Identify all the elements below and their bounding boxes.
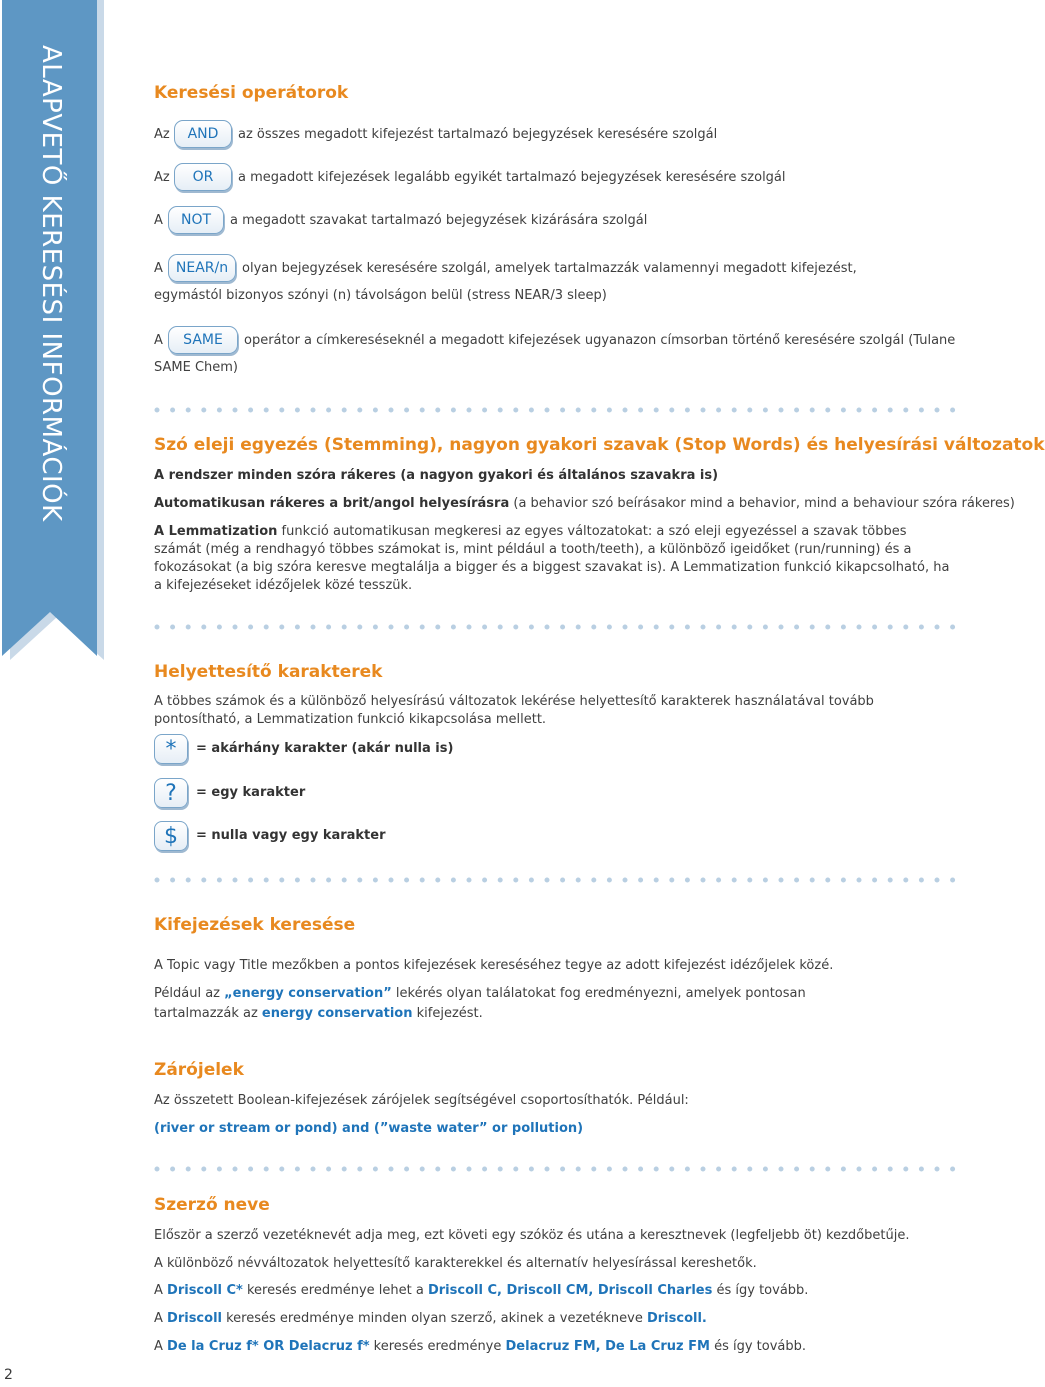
near-key-icon: NEAR/n bbox=[168, 254, 236, 282]
phrases-line-2 bbox=[154, 985, 806, 1003]
operator-same-row bbox=[154, 324, 955, 356]
dollar-key-icon: $ bbox=[154, 821, 188, 851]
operator-prefix: A bbox=[154, 260, 163, 276]
text-span: és így tovább. bbox=[709, 1339, 807, 1354]
dotted-divider bbox=[154, 877, 960, 883]
wildcard-desc: = akárhány karakter (akár nulla is) bbox=[196, 741, 454, 756]
stemming-line-2-bold: Automatikusan rákeres a brit/angol helyesírásra bbox=[154, 496, 510, 511]
operator-same-continued: SAME Chem) bbox=[154, 360, 238, 375]
operator-desc: a megadott szavakat tartalmazó bejegyzések kizárására szolgál bbox=[230, 212, 648, 228]
operator-near-continued: egymástól bizonyos szónyi (n) távolságon belül (stress NEAR/3 sleep) bbox=[154, 288, 607, 303]
wildcard-desc: = nulla vagy egy karakter bbox=[196, 828, 386, 843]
operator-prefix: A bbox=[154, 212, 163, 228]
question-key-icon: ? bbox=[154, 778, 188, 808]
or-key-icon: OR bbox=[174, 163, 232, 191]
text-span: keresés eredménye bbox=[369, 1339, 506, 1354]
example-result: Delacruz FM, De La Cruz FM bbox=[505, 1339, 710, 1354]
example-result: Driscoll C, Driscoll CM, Driscoll Charles bbox=[427, 1283, 713, 1298]
operator-near-row bbox=[154, 252, 857, 284]
example-phrase: energy conservation bbox=[261, 1006, 413, 1021]
operator-prefix: A bbox=[154, 332, 163, 348]
author-line-1: Először a szerző vezetéknevét adja meg, ezt követi egy szóköz és utána a keresztnevek (legfeljebb öt) kezdőbetűje. bbox=[154, 1228, 910, 1243]
text-span: és így tovább. bbox=[712, 1283, 809, 1298]
stemming-line-3-bold: A Lemmatization bbox=[154, 524, 278, 539]
text-span: kifejezést. bbox=[412, 1006, 483, 1021]
dotted-divider bbox=[154, 624, 960, 630]
stemming-line-2-rest: (a behavior szó beírásakor mind a behavior, mind a behaviour szóra rákeres) bbox=[509, 496, 1015, 511]
example-query: Driscoll C* bbox=[167, 1283, 243, 1298]
sidebar-ribbon bbox=[0, 0, 110, 670]
text-span: keresés eredménye lehet a bbox=[242, 1283, 428, 1298]
parens-example: (river or stream or pond) and (”waste water” or pollution) bbox=[154, 1121, 584, 1136]
operator-desc: olyan bejegyzések keresésére szolgál, amelyek tartalmazzák valamennyi megadott kifejezést, bbox=[242, 260, 857, 276]
text-span: lekérés olyan találatokat fog eredményezni, amelyek pontosan bbox=[391, 986, 806, 1001]
operator-and-row bbox=[154, 118, 717, 150]
text-span: A bbox=[154, 1311, 168, 1326]
author-line-3 bbox=[154, 1282, 808, 1300]
stemming-heading: Szó eleji egyezés (Stemming), nagyon gyakori szavak (Stop Words) és helyesírási változatok bbox=[154, 435, 1045, 455]
author-line-5 bbox=[154, 1338, 806, 1356]
text-span: Például az bbox=[154, 986, 225, 1001]
operator-not-row bbox=[154, 204, 647, 236]
wildcard-desc: = egy karakter bbox=[196, 785, 306, 800]
text-span: A bbox=[154, 1339, 168, 1354]
author-heading: Szerző neve bbox=[154, 1195, 270, 1215]
parens-heading: Zárójelek bbox=[154, 1060, 244, 1080]
text-span: A bbox=[154, 1283, 168, 1298]
example-query: De la Cruz f* OR Delacruz f* bbox=[167, 1339, 370, 1354]
not-key-icon: NOT bbox=[168, 206, 224, 234]
operator-desc: az összes megadott kifejezést tartalmazó bejegyzések keresésére szolgál bbox=[238, 126, 718, 142]
text-span: tartalmazzák az bbox=[154, 1006, 262, 1021]
stemming-line-3-rest: funkció automatikusan megkeresi az egyes változatokat: a szó eleji egyezéssel a szavak többes számát (még a rendhagyó többes számokat is, mint például a tooth/teeth), a különböző igeidőket (run/running) és a fokozásokat (a big szóra keresve megtalálja a bigger és a biggest szavakat is). A Lemmatization funkció kikapcsolható, ha a kifejezéseket idézőjelek közé tesszük. bbox=[154, 524, 950, 593]
operator-prefix: Az bbox=[154, 169, 170, 185]
stemming-line-2 bbox=[154, 495, 1015, 513]
wildcards-intro: A többes számok és a különböző helyesírású változatok lekérése helyettesítő karakterek használatával tovább pontosítható, a Lemmatization funkció kikapcsolása mellett. bbox=[154, 694, 874, 727]
example-phrase: „energy conservation” bbox=[224, 986, 392, 1001]
parens-line-1: Az összetett Boolean-kifejezések zárójelek segítségével csoportosíthatók. Például: bbox=[154, 1093, 689, 1108]
dotted-divider bbox=[154, 1166, 960, 1172]
and-key-icon: AND bbox=[174, 120, 232, 148]
operator-or-row bbox=[154, 161, 786, 193]
phrases-line-3 bbox=[154, 1005, 483, 1023]
operator-prefix: Az bbox=[154, 126, 170, 142]
operator-desc: operátor a címkereséseknél a megadott kifejezések ugyanazon címsorban történő keresésére szolgál (Tulane bbox=[244, 332, 956, 348]
stemming-line-3 bbox=[154, 523, 954, 595]
sidebar-title: ALAPVETŐ KERESÉSI INFORMÁCIÓK bbox=[36, 45, 66, 522]
page-number: 2 bbox=[4, 1367, 13, 1383]
same-key-icon: SAME bbox=[168, 326, 238, 354]
text-span: keresés eredménye minden olyan szerző, akinek a vezetékneve bbox=[221, 1311, 647, 1326]
asterisk-key-icon: * bbox=[154, 734, 188, 764]
operators-heading: Keresési operátorok bbox=[154, 83, 349, 103]
wildcards-heading: Helyettesítő karakterek bbox=[154, 662, 383, 682]
operator-desc: a megadott kifejezések legalább egyikét tartalmazó bejegyzések keresésére szolgál bbox=[238, 169, 786, 185]
example-result: Driscoll. bbox=[646, 1311, 707, 1326]
author-line-4 bbox=[154, 1310, 707, 1328]
author-line-2: A különböző névváltozatok helyettesítő karakterekkel és alternatív helyesírással kereshetők. bbox=[154, 1256, 757, 1271]
example-query: Driscoll bbox=[167, 1311, 222, 1326]
phrases-line-1: A Topic vagy Title mezőkben a pontos kifejezések kereséséhez tegye az adott kifejezést idézőjelek közé. bbox=[154, 958, 834, 973]
stemming-line-1: A rendszer minden szóra rákeres (a nagyon gyakori és általános szavakra is) bbox=[154, 468, 719, 483]
dotted-divider bbox=[154, 407, 960, 413]
phrases-heading: Kifejezések keresése bbox=[154, 915, 356, 935]
